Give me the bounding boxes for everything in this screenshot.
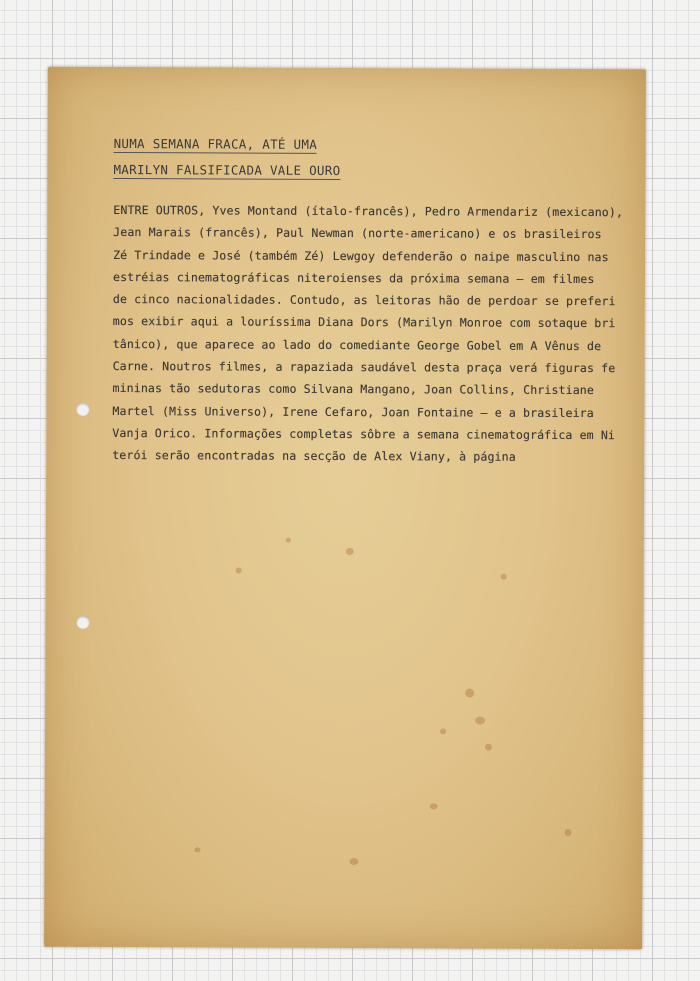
heading-line: MARILYN FALSIFICADA VALE OURO (113, 161, 341, 178)
body-line: mos exibir aqui a louríssima Diana Dors (Marilyn Monroe com sotaque bri (112, 314, 616, 331)
body-line: ENTRE OUTROS, Yves Montand (ítalo-francês), Pedro Armendariz (mexicano), (113, 202, 624, 220)
stain (430, 803, 438, 809)
body-line: estréias cinematográficas niteroienses da próxima semana — em filmes (112, 269, 595, 286)
stain (286, 538, 291, 543)
typewritten-page (44, 67, 646, 950)
stain (485, 744, 492, 751)
punch-hole-bottom (76, 616, 89, 629)
body-line: Jean Marais (francês), Paul Newman (norte-americano) e os brasileiros (113, 225, 602, 242)
body-line: Martel (Miss Universo), Irene Cefaro, Joan Fontaine — e a brasileira (112, 403, 594, 420)
stain (501, 574, 507, 580)
document-heading (113, 131, 340, 184)
body-line: Vanja Orico. Informações completas sôbre a semana cinematográfica em Ni (112, 425, 616, 443)
body-text (112, 199, 623, 469)
body-line: tânico), que aparece ao lado do comediante George Gobel em A Vênus de (112, 336, 602, 353)
stain (346, 548, 354, 555)
punch-hole-top (76, 403, 89, 416)
stain (236, 568, 242, 574)
body-line: de cinco nacionalidades. Contudo, as leitoras hão de perdoar se preferi (112, 292, 616, 309)
stain (475, 717, 485, 725)
heading-line: NUMA SEMANA FRACA, ATÉ UMA (113, 135, 318, 152)
stain (465, 689, 474, 698)
body-line: terói serão encontradas na secção de Alex Viany, à página (112, 448, 516, 465)
stain (440, 728, 446, 734)
body-line: Carne. Noutros filmes, a rapaziada saudável desta praça verá figuras fe (112, 359, 616, 376)
stain (565, 829, 572, 836)
body-line: mininas tão sedutoras como Silvana Mangano, Joan Collins, Christiane (112, 381, 594, 398)
stain (194, 847, 200, 852)
body-line: Zé Trindade e José (também Zé) Lewgoy defenderão o naipe masculino nas (113, 247, 609, 264)
stain (349, 858, 358, 865)
